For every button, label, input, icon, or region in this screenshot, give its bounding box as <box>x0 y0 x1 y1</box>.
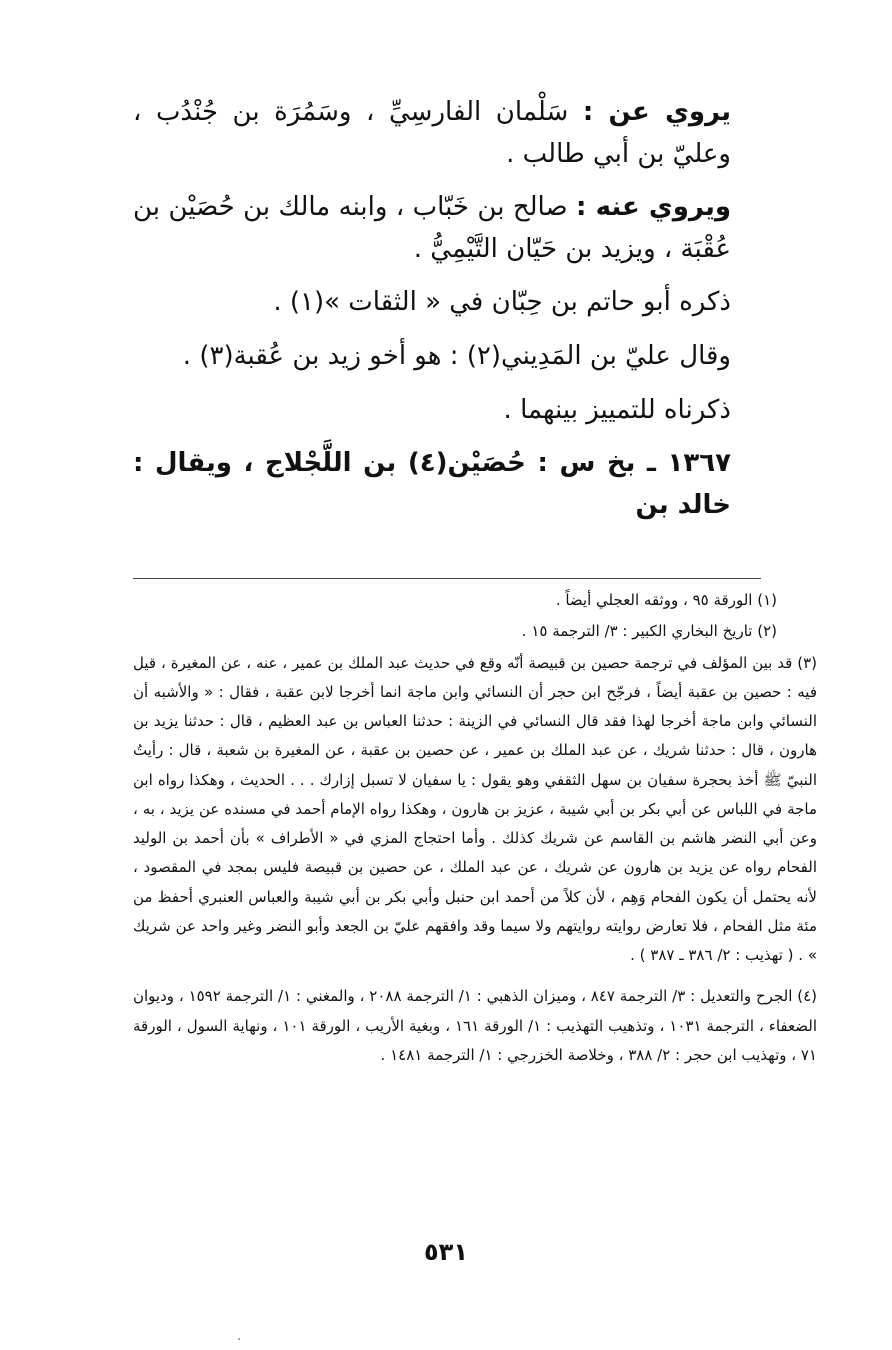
scan-speck <box>238 1338 240 1340</box>
main-text <box>133 92 761 530</box>
paragraph-ibn-hibban: ذكره أبو حاتم بن حِبّان في « الثقات »(١) . <box>273 287 731 318</box>
page-number: ٥٣١ <box>424 1238 468 1266</box>
text-narrates-from: سَلْمان الفارسِيِّ ، وسَمُرَة بن جُنْدُب ، وعليّ بن أبي طالب . <box>133 97 731 169</box>
footnote-4: (٤) الجرح والتعديل : ٣/ الترجمة ٨٤٧ ، وميزان الذهبي : ١/ الترجمة ٢٠٨٨ ، والمغني : ١/ الترجمة ١٥٩٢ ، وديوان الضعفاء ، الترجمة ١٠٣١ ، وتذهيب التهذيب : ١/ الورقة ١٦١ ، وبغية الأريب ، الورقة ١٠١ ، ونهاية السول ، الورقة ٧١ ، وتهذيب ابن حجر : ٢/ ٣٨٨ ، وخلاصة الخزرجي : ١/ الترجمة ١٤٨١ . <box>133 987 817 1064</box>
paragraph-narrators-to <box>133 187 761 270</box>
paragraph-narrators-from <box>133 92 761 175</box>
footnote-2: (٢) تاريخ البخاري الكبير : ٣/ الترجمة ١٥ . <box>521 622 777 641</box>
label-narrated-by: ويروي عنه : <box>575 192 731 223</box>
label-narrates-from: يروي عن : <box>582 97 731 127</box>
footnote-divider <box>133 578 761 579</box>
text-narrated-by: صالح بن خَبّاب ، وابنه مالك بن حُصَيْن بن عُقْبَة ، ويزيد بن حَيّان التَّيْمِيُّ . <box>133 192 731 264</box>
paragraph-ibn-madini: وقال عليّ بن المَدِيني(٢) : هو أخو زيد بن عُقبة(٣) . <box>182 340 731 371</box>
paragraph-distinction: ذكرناه للتمييز بينهما . <box>503 394 731 425</box>
footnotes <box>133 586 817 1072</box>
footnote-1: (١) الورقة ٩٥ ، ووثقه العجلي أيضاً . <box>555 591 777 609</box>
entry-heading-1367: ١٣٦٧ ـ بخ س : حُصَيْن(٤) بن اللَّجْلاج ، ويقال : خالد بن <box>133 448 732 520</box>
footnote-3: (٣) قد بين المؤلف في ترجمة حصين بن قبيصة أنّه وقع في حديث عبد الملك بن عمير ، عنه ، عن المغيرة ، قيل فيه : حصين بن عقبة أيضاً ، فرجّح ابن حجر أن النسائي وابن ماجة انما أخرجا لابن عقبة ، فقال : « والأشبه أن النسائي وابن ماجة أخرجا لهذا فقد قال النسائي في الزينة : حدثنا العباس بن عبد العظيم ، قال : حدثنا يزيد بن هارون ، قال : حدثنا شريك ، عن عبد الملك بن عمير ، عن حصين بن عقبة ، عن المغيرة بن شعبة ، قال : رأيتُ النبيّ ﷺ أخذ بحجرة سفيان بن سهل الثقفي وهو يقول : يا سفيان لا تسبل إزارك . . . الحديث ، وهكذا رواه ابن ماجة في اللباس عن أبي بكر بن أبي شيبة ، عزيز بن هارون ، وهكذا رواه الإمام أحمد في مسنده عن يزيد ، به ، وعن أبي النضر هاشم بن القاسم عن شريك كذلك . وأما احتجاج المزي في « الأطراف » بأن أحمد بن الوليد الفحام رواه عن يزيد بن هارون عن شريك ، عن عبد الملك ، عن حصين بن قبيصة فليس بمجد في المقصود ، لأنه يحتمل أن يكون الفحام وَهِم ، لأن كلاً من أحمد ابن حنبل وأبي بكر بن أبي شيبة والعباس العنبري أحفظ من مئة مثل الفحام ، فلا تعارض روايته روايتهم ولا سيما وقد وافقهم عليّ بن الجعد وأبو النضر وغير واحد عن شريك » . ( تهذيب : ٢/ ٣٨٦ ـ ٣٨٧ ) . <box>133 653 817 964</box>
